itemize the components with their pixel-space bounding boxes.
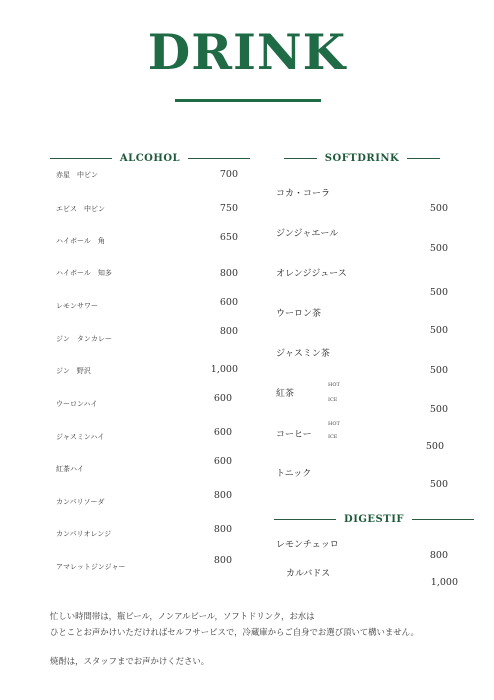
menu-item-price: 600 <box>213 393 232 404</box>
menu-item-price: 500 <box>429 365 448 376</box>
softdrink-heading <box>284 151 440 165</box>
menu-item-name: ジン 野沢 <box>56 367 91 375</box>
menu-item-price: 600 <box>213 427 232 438</box>
divider <box>50 158 112 159</box>
menu-item-price: 800 <box>219 268 238 279</box>
menu-item-name: トニック <box>276 469 312 479</box>
menu-item-price-ice: 500 <box>429 479 448 490</box>
menu-item-name: ハイボール 角 <box>56 237 105 245</box>
menu-item-price: 700 <box>219 169 238 180</box>
menu-item-name: ウーロン茶 <box>276 309 322 319</box>
menu-item-name: ジャスミンハイ <box>56 433 105 441</box>
menu-item-price-ice: 500 <box>429 404 448 415</box>
hot-tag: HOT <box>328 421 340 427</box>
menu-item-name: ハイボール 知多 <box>56 269 112 277</box>
menu-item-price: 650 <box>219 232 238 243</box>
menu-item-price: 800 <box>429 550 448 561</box>
menu-item-name: オレンジジュース <box>276 269 347 279</box>
alcohol-heading <box>50 151 250 165</box>
menu-item-name: ジン タンカレー <box>56 335 112 343</box>
softdrink-heading-label: SOFTDRINK <box>324 152 400 164</box>
menu-item-price: 1,000 <box>430 577 458 588</box>
menu-item-name: レモンチェッロ <box>276 540 339 550</box>
divider <box>274 519 336 520</box>
menu-item-name: エビス 中ビン <box>56 205 105 213</box>
menu-item-name: ウーロンハイ <box>56 400 98 408</box>
menu-item-name: 紅茶ハイ <box>56 465 84 473</box>
menu-item-price: 800 <box>219 326 238 337</box>
menu-item-price: 600 <box>213 456 232 467</box>
digestif-heading-label: DIGESTIF <box>344 513 404 525</box>
menu-item-name: カルバドス <box>286 569 331 579</box>
note-line: ひとことお声かけいただければセルフサービスで，冷蔵庫からご自身でお選び頂いて構いません。 <box>50 627 419 637</box>
menu-item-name: ジャスミン茶 <box>276 349 330 359</box>
menu-item-price: 800 <box>213 524 232 535</box>
hot-tag: HOT <box>328 382 340 388</box>
menu-item-price: 500 <box>429 243 448 254</box>
menu-item-name: レモンサワー <box>56 302 98 310</box>
menu-item-price: 750 <box>219 203 238 214</box>
divider <box>412 519 474 520</box>
menu-item-name: コーヒー <box>276 430 312 440</box>
menu-item-price: 800 <box>213 555 232 566</box>
ice-tag: ICE <box>328 397 338 403</box>
menu-item-name: カンパリソーダ <box>56 498 105 506</box>
menu-item-price: 800 <box>213 490 232 501</box>
note-line: 忙しい時間帯は，瓶ビール，ノンアルビール，ソフトドリンク，お水は <box>50 611 315 621</box>
menu-item-name: ジンジャエール <box>276 229 339 239</box>
menu-item-price: 1,000 <box>210 364 238 375</box>
menu-item-price: 500 <box>429 287 448 298</box>
menu-item-name: 赤星 中ビン <box>56 171 98 179</box>
alcohol-heading-label: ALCOHOL <box>119 152 181 164</box>
menu-item-name: コカ・コーラ <box>276 189 331 199</box>
page-title: DRINK <box>147 23 347 81</box>
divider <box>188 158 250 159</box>
divider <box>407 158 440 159</box>
menu-item-price: 500 <box>429 203 448 214</box>
menu-item-price: 600 <box>219 297 238 308</box>
menu-item-name: カンパリオレンジ <box>56 530 112 538</box>
digestif-heading <box>274 512 474 526</box>
menu-item-price: 500 <box>429 325 448 336</box>
menu-item-price-hot: 500 <box>425 441 444 452</box>
title-underline <box>175 99 321 102</box>
note-line: 焼酎は，スタッフまでお声かけください。 <box>50 656 210 666</box>
menu-item-name: アマレットジンジャー <box>56 563 126 571</box>
menu-item-name: 紅茶 <box>276 389 295 399</box>
ice-tag: ICE <box>328 434 338 440</box>
divider <box>284 158 317 159</box>
